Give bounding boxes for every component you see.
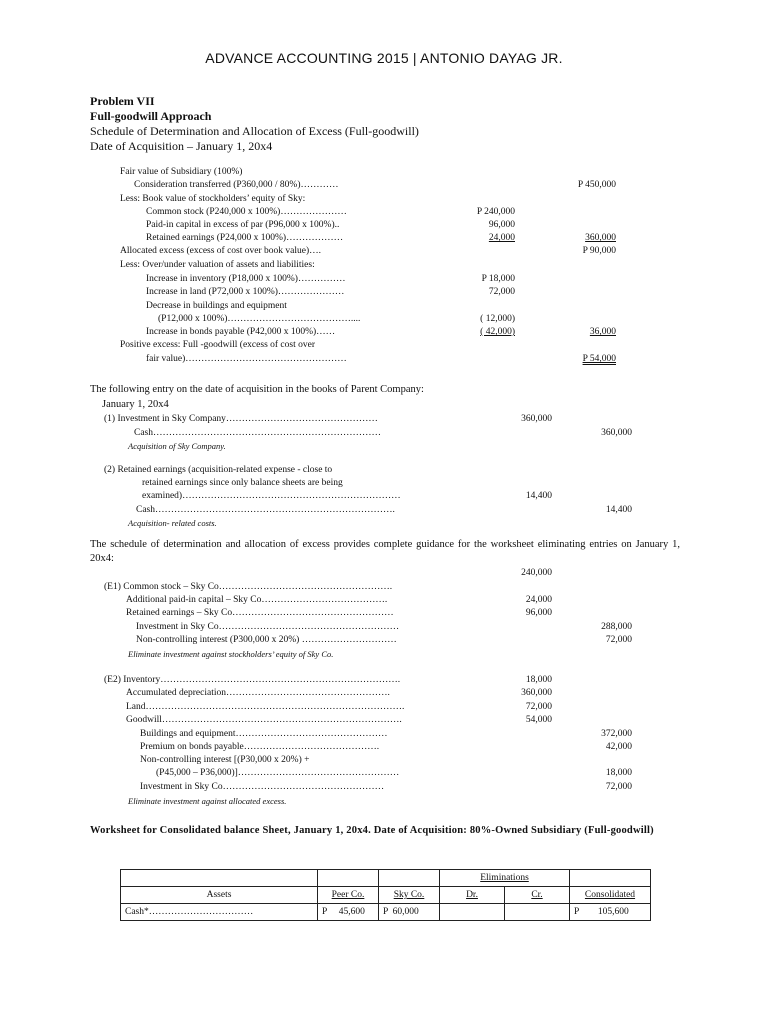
e2-inventory: (E2) Inventory………………………………………………………………….	[104, 675, 401, 685]
col-assets: Assets	[121, 887, 318, 904]
row-cash-label: Cash*……………………………	[121, 904, 318, 921]
entry1-debit-value: 360,000	[521, 414, 552, 424]
paid-in-value: 96,000	[488, 220, 515, 230]
land-label: Increase in land (P72,000 x 100%)…………………	[146, 287, 345, 297]
worksheet-table	[120, 869, 651, 921]
buildings-label-2: (P12,000 x 100%)…………………………………....	[158, 314, 361, 324]
entry2-debit-2: retained earnings since only balance sheets are being	[142, 478, 343, 488]
e2-nci-1: Non-controlling interest [(P30,000 x 20%) +	[140, 755, 310, 765]
inventory-value: P 18,000	[481, 274, 515, 284]
col-sky: Sky Co.	[393, 890, 425, 900]
col-consolidated: Consolidated	[584, 890, 636, 900]
entry-date: January 1, 20x4	[102, 399, 169, 410]
e2-accum: Accumulated depreciation…………………………………………….	[126, 688, 390, 698]
page-header: ADVANCE ACCOUNTING 2015 | ANTONIO DAYAG JR.	[205, 50, 563, 66]
elim-intro: The schedule of determination and allocation of excess provides complete guidance for the worksheet eliminating entries on January 1, 20x4:	[90, 539, 680, 564]
positive-excess-label-2: fair value)……………………………………………	[146, 354, 347, 364]
inventory-label: Increase in inventory (P18,000 x 100%)……………	[146, 274, 346, 284]
buildings-label: Decrease in buildings and equipment	[146, 301, 287, 311]
allocated-label: Allocated excess (excess of cost over book value)….	[120, 246, 322, 256]
e1-investment-value: 288,000	[601, 622, 632, 632]
e2-buildings: Buildings and equipment…………………………………………	[140, 729, 388, 739]
e2-nci-value: 18,000	[605, 768, 632, 778]
buildings-value: ( 12,000)	[480, 314, 515, 324]
positive-excess-value: P 54,000	[582, 354, 616, 364]
e2-premium-value: 42,000	[605, 742, 632, 752]
e1-nci-value: 72,000	[605, 635, 632, 645]
e2-investment-value: 72,000	[605, 782, 632, 792]
entry-intro: The following entry on the date of acquisition in the books of Parent Company:	[90, 384, 424, 395]
e1-nci: Non-controlling interest (P300,000 x 20%) …………………………	[136, 635, 397, 645]
fv-label: Fair value of Subsidiary (100%)	[120, 167, 243, 177]
e1-apic: Additional paid-in capital – Sky Co………………………………….	[126, 595, 388, 605]
e2-land: Land……………………………………………………………………….	[126, 702, 405, 712]
cash-peer: P 45,600	[318, 904, 379, 921]
over-total-value: 36,000	[589, 327, 616, 337]
e2-goodwill: Goodwill………………………………………………………………….	[126, 715, 402, 725]
e2-premium: Premium on bonds payable…………………………………….	[140, 742, 380, 752]
entry2-debit-value: 14,400	[525, 491, 552, 501]
land-value: 72,000	[488, 287, 515, 297]
problem-title: Problem VII	[90, 94, 155, 108]
e2-investment: Investment in Sky Co……………………………………………	[140, 782, 385, 792]
worksheet-title: Worksheet for Consolidated balance Sheet, January 1, 20x4. Date of Acquisition: 80%-Owned Subsidiary (Full-goodwill)	[90, 825, 654, 836]
consideration-label: Consideration transferred (P360,000 / 80%)…………	[134, 180, 339, 190]
e2-land-value: 72,000	[525, 702, 552, 712]
e2-inventory-value: 18,000	[525, 675, 552, 685]
table-row	[121, 904, 651, 921]
e2-buildings-value: 372,000	[601, 729, 632, 739]
retained-value: 24,000	[488, 233, 515, 243]
e1-apic-value: 24,000	[525, 595, 552, 605]
col-dr: Dr.	[466, 890, 478, 900]
paid-in-label: Paid-in capital in excess of par (P96,000 x 100%)..	[146, 220, 340, 230]
retained-label: Retained earnings (P24,000 x 100%)………………	[146, 233, 344, 243]
entry2-debit-1: (2) Retained earnings (acquisition-related expense - close to	[104, 465, 333, 475]
allocated-value: P 90,000	[582, 246, 616, 256]
schedule-title: Schedule of Determination and Allocation of Excess (Full-goodwill)	[90, 124, 419, 138]
table-row	[121, 887, 651, 904]
entry1-note: Acquisition of Sky Company.	[128, 441, 226, 451]
acquisition-date: Date of Acquisition – January 1, 20x4	[90, 139, 273, 153]
approach-title: Full-goodwill Approach	[90, 109, 212, 123]
table-row	[121, 870, 651, 887]
common-stock-label: Common stock (P240,000 x 100%)…………………	[146, 207, 347, 217]
bv-total-value: 360,000	[585, 233, 616, 243]
e1-investment: Investment in Sky Co…………………………………………………	[136, 622, 400, 632]
e1-note: Eliminate investment against stockholders’ equity of Sky Co.	[128, 649, 334, 659]
entry2-debit-3: examined)……………………………………………………………	[142, 491, 401, 501]
eliminations-header: Eliminations	[480, 873, 529, 883]
e2-goodwill-value: 54,000	[525, 715, 552, 725]
entry1-credit-value: 360,000	[601, 428, 632, 438]
entry2-credit: Cash………………………………………………………………….	[136, 505, 395, 515]
less-over-label: Less: Over/under valuation of assets and liabilities:	[120, 260, 315, 270]
bonds-label: Increase in bonds payable (P42,000 x 100%)……	[146, 327, 336, 337]
entry2-credit-value: 14,400	[605, 505, 632, 515]
positive-excess-label: Positive excess: Full -goodwill (excess of cost over	[120, 340, 315, 350]
e1-common-value: 240,000	[521, 568, 552, 578]
e1-re: Retained earnings – Sky Co……………………………………………	[126, 608, 394, 618]
cash-consolidated: P 105,600	[570, 904, 651, 921]
e1-common: (E1) Common stock – Sky Co……………………………………………….	[104, 582, 393, 592]
e2-nci-2: (P45,000 – P36,000)]……………………………………………	[156, 768, 400, 778]
col-peer: Peer Co.	[331, 890, 365, 900]
bonds-value: ( 42,000)	[480, 327, 515, 337]
consideration-value: P 450,000	[577, 180, 616, 190]
cash-sky: P 60,000	[379, 904, 440, 921]
entry1-credit: Cash………………………………………………………………	[134, 428, 381, 438]
entry1-debit: (1) Investment in Sky Company…………………………………………	[104, 414, 378, 424]
e2-note: Eliminate investment against allocated excess.	[128, 796, 287, 806]
less-bv-label: Less: Book value of stockholders’ equity of Sky:	[120, 194, 306, 204]
col-cr: Cr.	[531, 890, 543, 900]
e2-accum-value: 360,000	[521, 688, 552, 698]
e1-re-value: 96,000	[525, 608, 552, 618]
entry2-note: Acquisition- related costs.	[128, 518, 217, 528]
common-stock-value: P 240,000	[476, 207, 515, 217]
